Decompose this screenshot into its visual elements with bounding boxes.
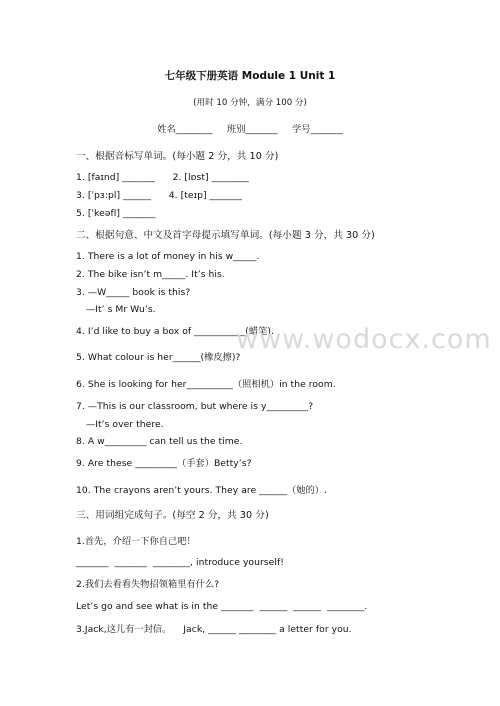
section2-item: 4. I’d like to buy a box of ___________(蜡笔). xyxy=(76,326,274,337)
section2-item: 1. There is a lot of money in his w_____. xyxy=(76,251,260,262)
section2-item: 2. The bike isn’t m_____. It’s his. xyxy=(76,269,225,280)
section1-heading: 一、根据音标写单词。(每小题 2 分，共 10 分) xyxy=(76,151,279,162)
section2-item: 5. What colour is her______(橡皮擦)? xyxy=(76,352,241,363)
time-and-score-note: (用时 10 分钟，满分 100 分) xyxy=(193,98,307,108)
section3-heading: 三、用词组完成句子。(每空 2 分，共 30 分) xyxy=(76,510,269,521)
section2-item: 7. —This is our classroom, but where is y_________? xyxy=(76,401,314,412)
section1-item: 1. [faɪnd] _______ 2. [lɒst] ________ xyxy=(76,172,249,183)
section3-item: Let’s go and see what is in the _______ ______ ______ ________. xyxy=(76,601,368,612)
section3-item: 2.我们去看看失物招领箱里有什么? xyxy=(76,579,220,590)
section3-item: 1.首先，介绍一下你自己吧！ xyxy=(76,536,196,547)
section2-item: 9. Are these _________（手套）Betty’s? xyxy=(76,458,252,469)
section2-item: 6. She is looking for her__________（照相机）in the room. xyxy=(76,379,336,390)
site-watermark: www.wodocx.com xyxy=(236,324,492,355)
section2-item-answer: —It’s over there. xyxy=(86,419,164,430)
worksheet-title: 七年级下册英语 Module 1 Unit 1 xyxy=(164,70,336,82)
student-info-line: 姓名________ 班别_______ 学号_______ xyxy=(157,124,343,135)
section2-heading: 二、根据句意、中文及首字母提示填写单词。(每小题 3 分，共 30 分) xyxy=(76,230,375,241)
section2-item: 3. —W_____ book is this? xyxy=(76,287,191,298)
section1-item: 5. [ˈkeəfl] _______ xyxy=(76,208,156,219)
section2-item-answer: —It’ s Mr Wu’s. xyxy=(86,304,156,315)
section3-item: 3.Jack,这儿有一封信。 Jack, ______ ________ a letter for you. xyxy=(76,624,352,635)
section2-item: 8. A w_________ can tell us the time. xyxy=(76,436,243,447)
section3-item: _______ _______ ________, introduce yourself! xyxy=(76,557,284,568)
section1-item: 3. [ˈpɜ:pl] ______ 4. [teɪp] _______ xyxy=(76,190,243,201)
section2-item: 10. The crayons aren’t yours. They are ______（她的）. xyxy=(76,485,327,496)
